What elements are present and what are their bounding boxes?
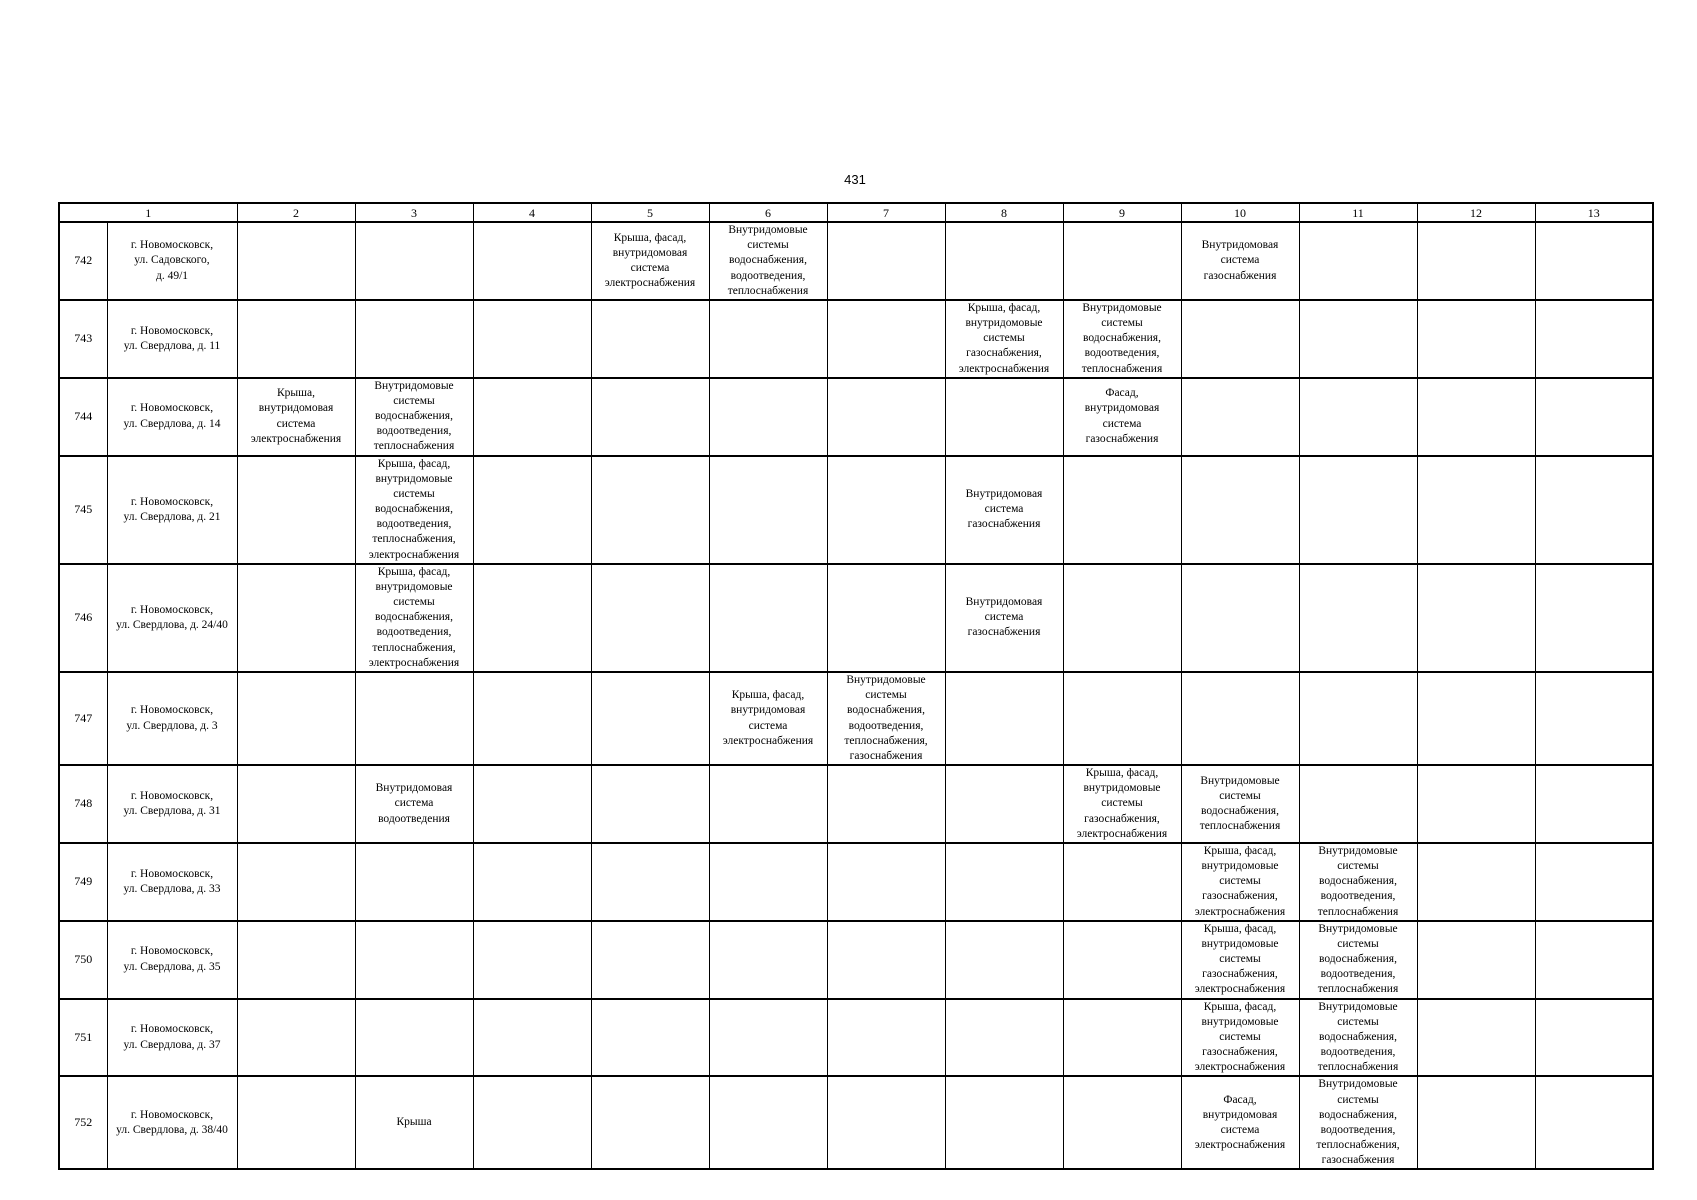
table-row [59,378,1653,456]
work-cell [709,765,827,843]
column-header: 5 [591,203,709,222]
work-cell: Крыша, фасад, внутридомовые системы газоснабжения, электроснабжения [945,300,1063,378]
address-cell: г. Новомосковск, ул. Садовского, д. 49/1 [107,222,237,300]
work-cell [1299,222,1417,300]
work-cell [945,921,1063,999]
work-cell [473,843,591,921]
work-cell [1063,1076,1181,1169]
work-cell [473,921,591,999]
work-cell: Крыша, фасад, внутридомовые системы водоснабжения, водоотведения, теплоснабжения, электроснабжения [355,456,473,564]
work-cell [237,672,355,765]
row-number: 752 [59,1076,107,1169]
work-cell [473,672,591,765]
table-row [59,1076,1653,1169]
work-cell [237,999,355,1077]
work-cell [237,456,355,564]
work-cell [237,300,355,378]
row-number: 750 [59,921,107,999]
work-cell [237,1076,355,1169]
work-cell [1299,765,1417,843]
work-cell [1063,921,1181,999]
column-header: 3 [355,203,473,222]
work-cell [591,999,709,1077]
column-header: 9 [1063,203,1181,222]
address-cell: г. Новомосковск, ул. Свердлова, д. 31 [107,765,237,843]
work-cell [473,378,591,456]
work-cell [473,999,591,1077]
work-cell [1417,999,1535,1077]
work-cell [1299,300,1417,378]
work-cell [1535,843,1653,921]
table-row [59,564,1653,672]
table-row [59,672,1653,765]
work-cell: Фасад, внутридомовая система электроснабжения [1181,1076,1299,1169]
column-header: 7 [827,203,945,222]
work-cell [591,843,709,921]
work-cell [473,1076,591,1169]
work-cell: Крыша, фасад, внутридомовые системы газоснабжения, электроснабжения [1181,999,1299,1077]
row-number: 745 [59,456,107,564]
work-cell [591,300,709,378]
address-cell: г. Новомосковск, ул. Свердлова, д. 21 [107,456,237,564]
work-cell [827,765,945,843]
work-cell [591,921,709,999]
table-row [59,999,1653,1077]
work-cell [1417,456,1535,564]
work-cell [827,843,945,921]
work-cell [1417,300,1535,378]
work-cell [945,999,1063,1077]
column-header: 10 [1181,203,1299,222]
work-cell [945,378,1063,456]
work-cell [827,456,945,564]
work-cell [827,564,945,672]
work-cell: Внутридомовая система водоотведения [355,765,473,843]
column-header: 2 [237,203,355,222]
work-cell [827,300,945,378]
work-cell: Внутридомовые системы водоснабжения, водоотведения, теплоснабжения [1299,999,1417,1077]
work-cell [591,564,709,672]
work-cell [1299,672,1417,765]
work-cell [945,222,1063,300]
work-cell [473,456,591,564]
table-row [59,921,1653,999]
work-cell [1535,1076,1653,1169]
work-cell [827,222,945,300]
work-cell [1063,999,1181,1077]
work-cell: Крыша, фасад, внутридомовые системы водоснабжения, водоотведения, теплоснабжения, электроснабжения [355,564,473,672]
work-cell: Внутридомовая система газоснабжения [945,564,1063,672]
address-cell: г. Новомосковск, ул. Свердлова, д. 35 [107,921,237,999]
work-cell [591,672,709,765]
work-cell [827,921,945,999]
work-cell: Крыша, фасад, внутридомовые системы газоснабжения, электроснабжения [1063,765,1181,843]
work-cell [355,222,473,300]
work-cell [1417,1076,1535,1169]
work-cell [945,765,1063,843]
work-cell [355,999,473,1077]
work-cell [1299,378,1417,456]
work-cell: Крыша, фасад, внутридомовая система электроснабжения [709,672,827,765]
work-cell [1417,564,1535,672]
work-cell: Крыша, фасад, внутридомовые системы газоснабжения, электроснабжения [1181,921,1299,999]
work-cell [1299,456,1417,564]
work-cell [355,843,473,921]
column-header: 1 [59,203,237,222]
work-cell [1535,999,1653,1077]
work-cell [945,672,1063,765]
address-cell: г. Новомосковск, ул. Свердлова, д. 14 [107,378,237,456]
work-cell [1417,672,1535,765]
work-cell: Крыша, фасад, внутридомовая система электроснабжения [591,222,709,300]
table-row [59,843,1653,921]
work-cell [827,378,945,456]
work-cell [473,300,591,378]
work-cell [1417,843,1535,921]
row-number: 749 [59,843,107,921]
address-cell: г. Новомосковск, ул. Свердлова, д. 3 [107,672,237,765]
row-number: 744 [59,378,107,456]
work-cell [355,672,473,765]
work-cell: Внутридомовая система газоснабжения [945,456,1063,564]
address-cell: г. Новомосковск, ул. Свердлова, д. 11 [107,300,237,378]
work-cell [709,378,827,456]
work-cell [709,999,827,1077]
work-cell [945,1076,1063,1169]
repair-schedule-table [58,202,1654,1170]
work-cell: Внутридомовые системы водоснабжения, водоотведения, теплоснабжения [1299,921,1417,999]
work-cell [1535,921,1653,999]
work-cell: Крыша, внутридомовая система электроснабжения [237,378,355,456]
work-cell [591,456,709,564]
work-cell [827,999,945,1077]
work-cell [1063,564,1181,672]
work-cell: Внутридомовые системы водоснабжения, водоотведения, теплоснабжения [1299,843,1417,921]
work-cell: Крыша [355,1076,473,1169]
work-cell [709,1076,827,1169]
work-cell [709,300,827,378]
column-header: 6 [709,203,827,222]
work-cell [1181,672,1299,765]
work-cell [1417,921,1535,999]
page-number: 431 [844,172,866,187]
work-cell [1299,564,1417,672]
column-header: 4 [473,203,591,222]
address-cell: г. Новомосковск, ул. Свердлова, д. 24/40 [107,564,237,672]
work-cell [1063,456,1181,564]
work-cell [1181,378,1299,456]
table-row [59,456,1653,564]
work-cell [473,564,591,672]
work-cell: Внутридомовая система газоснабжения [1181,222,1299,300]
work-cell [1535,378,1653,456]
work-cell [1417,765,1535,843]
work-cell [1063,222,1181,300]
work-cell: Внутридомовые системы водоснабжения, водоотведения, теплоснабжения, газоснабжения [827,672,945,765]
work-cell [355,300,473,378]
work-cell [1181,564,1299,672]
work-cell [709,564,827,672]
row-number: 748 [59,765,107,843]
work-cell: Фасад, внутридомовая система газоснабжения [1063,378,1181,456]
work-cell [1417,222,1535,300]
work-cell [473,222,591,300]
work-cell [709,843,827,921]
work-cell [237,843,355,921]
table-row [59,222,1653,300]
work-cell [1535,564,1653,672]
work-cell [237,765,355,843]
row-number: 742 [59,222,107,300]
table-row [59,765,1653,843]
column-header: 11 [1299,203,1417,222]
column-header: 12 [1417,203,1535,222]
work-cell: Внутридомовые системы водоснабжения, водоотведения, теплоснабжения [709,222,827,300]
work-cell [237,222,355,300]
column-header-row [59,203,1653,222]
work-cell [1417,378,1535,456]
column-header: 13 [1535,203,1653,222]
work-cell [1535,300,1653,378]
row-number: 747 [59,672,107,765]
row-number: 751 [59,999,107,1077]
work-cell [709,921,827,999]
work-cell: Внутридомовые системы водоснабжения, водоотведения, теплоснабжения, газоснабжения [1299,1076,1417,1169]
work-cell [1063,672,1181,765]
work-cell [1535,765,1653,843]
work-cell [945,843,1063,921]
address-cell: г. Новомосковск, ул. Свердлова, д. 33 [107,843,237,921]
work-cell [1063,843,1181,921]
address-cell: г. Новомосковск, ул. Свердлова, д. 37 [107,999,237,1077]
work-cell [355,921,473,999]
work-cell [237,564,355,672]
work-cell [591,378,709,456]
work-cell [1181,300,1299,378]
work-cell [1535,672,1653,765]
work-cell [591,765,709,843]
table-row [59,300,1653,378]
row-number: 746 [59,564,107,672]
work-cell [473,765,591,843]
work-cell [709,456,827,564]
work-cell [591,1076,709,1169]
work-cell: Внутридомовые системы водоснабжения, водоотведения, теплоснабжения [1063,300,1181,378]
work-cell: Внутридомовые системы водоснабжения, теплоснабжения [1181,765,1299,843]
column-header: 8 [945,203,1063,222]
work-cell: Крыша, фасад, внутридомовые системы газоснабжения, электроснабжения [1181,843,1299,921]
work-cell [1535,222,1653,300]
address-cell: г. Новомосковск, ул. Свердлова, д. 38/40 [107,1076,237,1169]
work-cell [237,921,355,999]
work-cell: Внутридомовые системы водоснабжения, водоотведения, теплоснабжения [355,378,473,456]
row-number: 743 [59,300,107,378]
work-cell [1181,456,1299,564]
work-cell [827,1076,945,1169]
work-cell [1535,456,1653,564]
